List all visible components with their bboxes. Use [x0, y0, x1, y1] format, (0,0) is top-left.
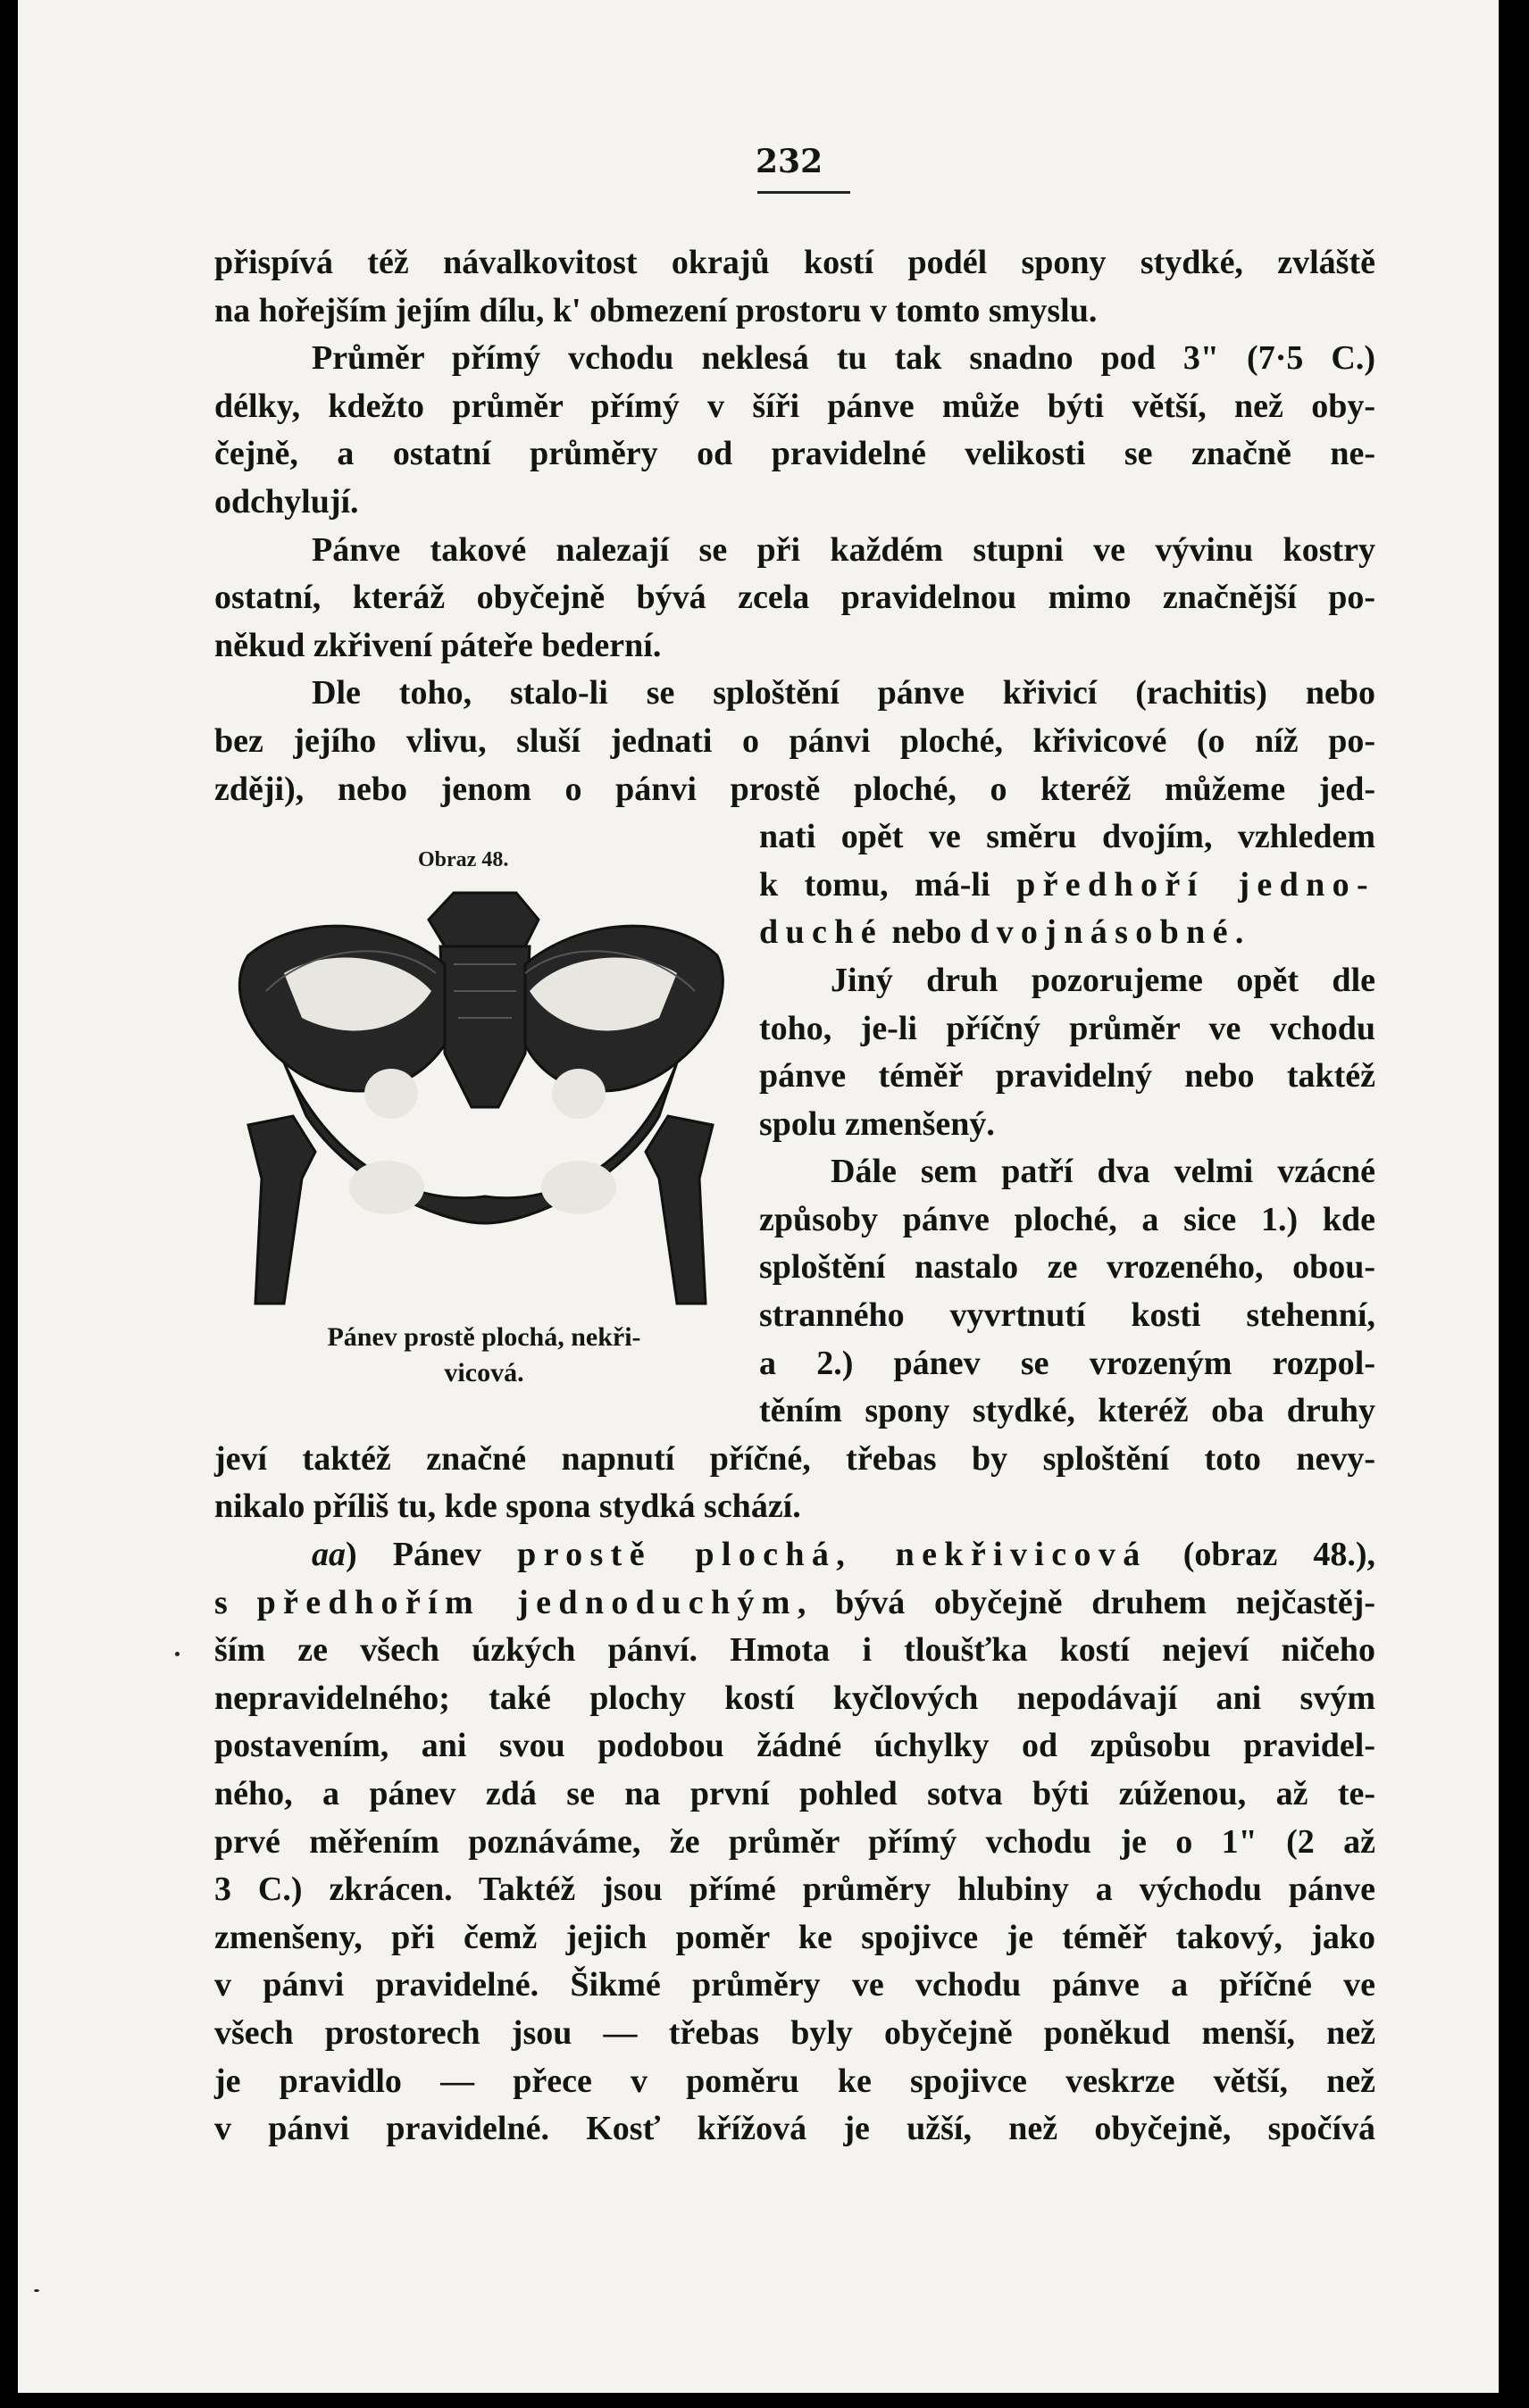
caption-line: Pánev prostě plochá, nekři-	[327, 1322, 641, 1352]
text-line: nepravidelného; také plochy kostí kyčlových nepodávají ani svým	[214, 1679, 1375, 1717]
text-line: přispívá též návalkovitost okrajů kostí podél spony stydké, zvláště	[214, 244, 1375, 281]
text-line: zmenšeny, při čemž jejich poměr ke spojivce je téměř takový, jako	[214, 1918, 1375, 1956]
scan-speck	[175, 1652, 180, 1656]
text-line: těním spony stydké, kteréž oba druhy	[759, 1392, 1375, 1430]
text-line: nikalo příliš tu, kde spona stydká schází.	[214, 1487, 801, 1526]
text-line: Dále sem patří dva velmi vzácné	[831, 1153, 1375, 1191]
text-line: Pánve takové nalezají se při každém stupni ve vývinu kostry	[312, 530, 1375, 569]
text-line: toho, je-li příčný průměr ve vchodu	[759, 1009, 1375, 1047]
text-line: způsoby pánve ploché, a sice 1.) kde	[759, 1200, 1375, 1238]
page-number: 232	[756, 143, 823, 180]
text-line: v pánvi pravidelné. Šikmé průměry ve vchodu pánve a příčné ve	[214, 1966, 1375, 2004]
text-line: zději), nebo jenom o pánvi prostě ploché, o kteréž můžeme jed-	[214, 770, 1375, 808]
text-line: Dle toho, stalo-li se sploštění pánve křivicí (rachitis) nebo	[312, 674, 1375, 712]
text-line: někud zkřivení páteře bederní.	[214, 626, 662, 664]
text-line: a 2.) pánev se vrozeným rozpol-	[759, 1344, 1375, 1382]
text-line: 3 C.) zkrácen. Taktéž jsou přímé průměry hlubiny a východu pánve	[214, 1871, 1375, 1909]
text-line: prvé měřením poznáváme, že průměr přímý vchodu je o 1" (2 až	[214, 1822, 1375, 1861]
text-line: je pravidlo — přece v poměru ke spojivce veskrze větší, než	[214, 2062, 1375, 2100]
text-line: odchylují.	[214, 482, 359, 521]
text-line: aa) Pánev prostě plochá, nekřivicová (obraz 48.),	[312, 1536, 1375, 1574]
scan-speck	[34, 2289, 39, 2292]
text-line: stranného vyvrtnutí kosti stehenní,	[759, 1296, 1375, 1335]
text-line: pánve téměř pravidelný nebo taktéž	[759, 1057, 1375, 1096]
figure-label: Obraz 48.	[418, 848, 509, 871]
text-line: k tomu, má-li předhoří jedno-	[759, 865, 1376, 904]
text-line: ostatní, kteráž obyčejně bývá zcela pravidelnou mimo značnější po-	[214, 579, 1375, 617]
text-line: v pánvi pravidelné. Kosť křížová je užší, než obyčejně, spočívá	[214, 2110, 1375, 2148]
text-line: čejně, a ostatní průměry od pravidelné velikosti se značně ne-	[214, 435, 1375, 473]
text-line: spolu zmenšený.	[759, 1104, 995, 1143]
text-line: na hořejším jejím dílu, k' obmezení prostoru v tomto smyslu.	[214, 291, 1098, 329]
text-line: všech prostorech jsou — třebas byly obyčejně poněkud menší, než	[214, 2013, 1375, 2052]
text-line: délky, kdežto průměr přímý v šíři pánve může býti větší, než oby-	[214, 387, 1375, 425]
body-text	[214, 239, 1375, 2154]
text-line: bez jejího vlivu, sluší jednati o pánvi ploché, křivicové (o níž po-	[214, 721, 1375, 760]
text-line: ného, a pánev zdá se na první pohled sotva býti zúženou, až te-	[214, 1775, 1375, 1812]
caption-line: vicová.	[444, 1358, 524, 1387]
text-line: sploštění nastalo ze vrozeného, obou-	[759, 1248, 1375, 1287]
text-line: s předhořím jednoduchým, bývá obyčejně druhem nejčastěj-	[214, 1583, 1375, 1621]
text-line: ším ze všech úzkých pánví. Hmota i tloušťka kostí nejeví ničeho	[214, 1631, 1375, 1670]
text-line: postavením, ani svou podobou žádné úchylky od způsobu pravidel-	[214, 1727, 1375, 1765]
text-line: jeví taktéž značné napnutí příčné, třebas by sploštění toto nevy-	[214, 1439, 1375, 1478]
text-line: nati opět ve směru dvojím, vzhledem	[759, 818, 1375, 856]
text-line: duché nebo dvojnásobné.	[759, 913, 1244, 952]
text-line: Průměr přímý vchodu neklesá tu tak snadno pod 3" (7·5 C.)	[312, 339, 1375, 378]
text-line: Jiný druh pozorujeme opět dle	[831, 961, 1375, 999]
page-number-rule	[757, 191, 850, 194]
